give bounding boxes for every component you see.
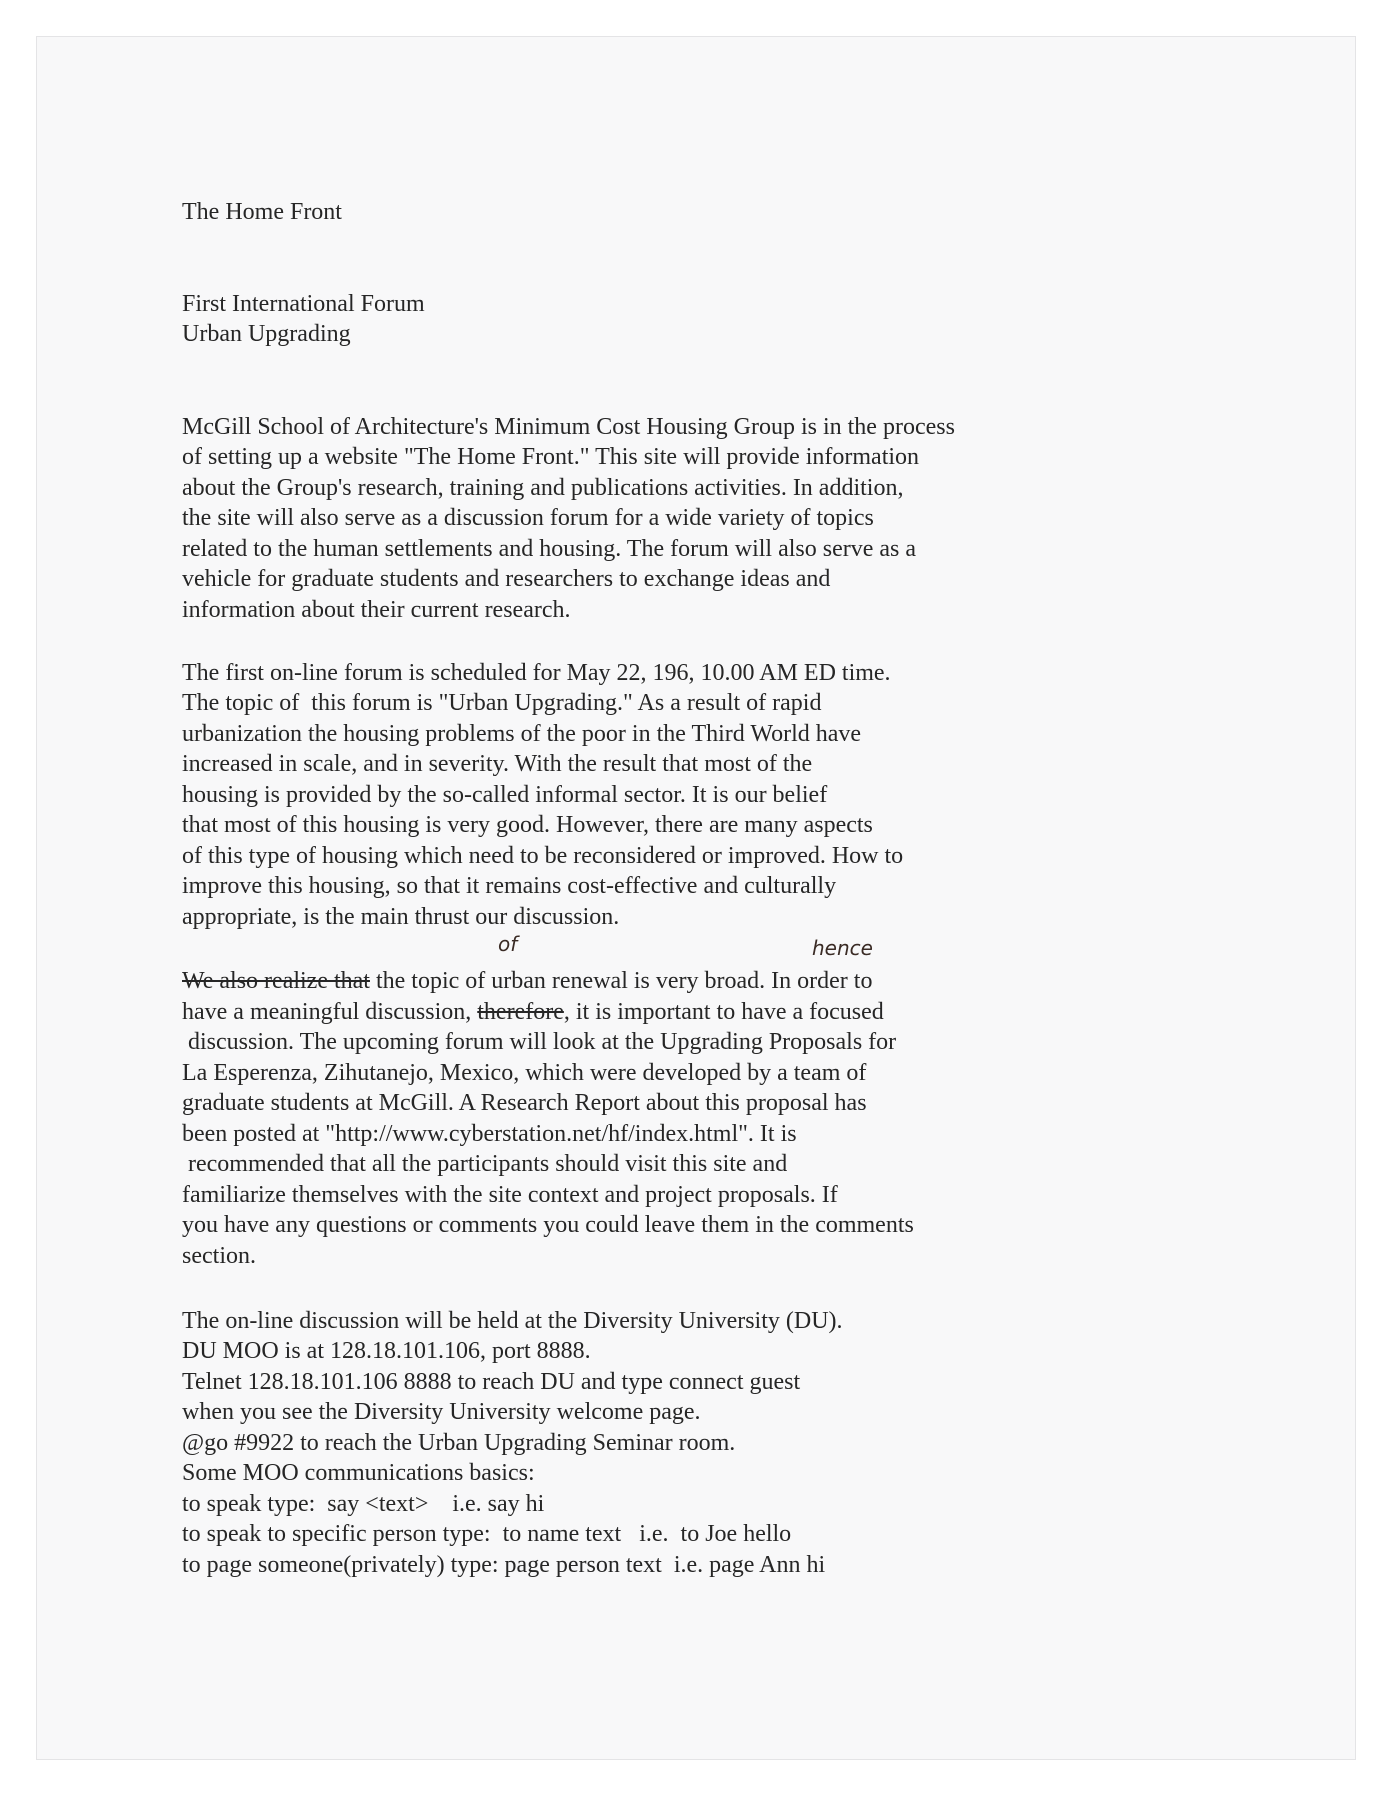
forum-heading: First International Forum — [182, 291, 425, 317]
paragraph-3-line: been posted at "http://www.cyberstation.net/hf/index.html". It is — [182, 1121, 797, 1147]
paragraph-3-line: section. — [182, 1243, 256, 1269]
paragraph-2-line: The topic of this forum is "Urban Upgrading." As a result of rapid — [182, 690, 822, 716]
paragraph-3-line: you have any questions or comments you could leave them in the comments — [182, 1212, 914, 1238]
paragraph-1-line: related to the human settlements and housing. The forum will also serve as a — [182, 536, 917, 562]
paragraph-4-line: @go #9922 to reach the Urban Upgrading Seminar room. — [182, 1430, 736, 1456]
paragraph-2-line: housing is provided by the so-called informal sector. It is our belief — [182, 782, 828, 808]
forum-subheading: Urban Upgrading — [182, 321, 351, 347]
paragraph-4-line: Telnet 128.18.101.106 8888 to reach DU and type connect guest — [182, 1369, 801, 1395]
paragraph-3-line — [182, 966, 872, 997]
paragraph-3-line: familiarize themselves with the site context and project proposals. If — [182, 1182, 838, 1208]
paragraph-2-line: of this type of housing which need to be reconsidered or improved. How to — [182, 843, 904, 869]
paragraph-2-line: improve this housing, so that it remains cost-effective and culturally — [182, 873, 837, 899]
paragraph-3-line: graduate students at McGill. A Research Report about this proposal has — [182, 1090, 867, 1116]
paragraph-2-line: The first on-line forum is scheduled for May 22, 196, 10.00 AM ED time. — [182, 660, 891, 686]
paragraph-3-line — [182, 997, 884, 1028]
paragraph-1-line: about the Group's research, training and publications activities. In addition, — [182, 475, 904, 501]
paragraph-4-line: to page someone(privately) type: page person text i.e. page Ann hi — [182, 1552, 826, 1578]
document-title: The Home Front — [182, 199, 342, 225]
paragraph-1-line: vehicle for graduate students and researchers to exchange ideas and — [182, 566, 831, 592]
handwritten-hence-insertion: hence — [812, 936, 873, 960]
paragraph-2-line: appropriate, is the main thrust our discussion. — [182, 904, 620, 930]
paragraph-1-line: the site will also serve as a discussion forum for a wide variety of topics — [182, 505, 874, 531]
paragraph-3-text: , it is important to have a focused — [563, 999, 884, 1025]
paragraph-4-line: The on-line discussion will be held at the Diversity University (DU). — [182, 1308, 843, 1334]
paragraph-2-line: increased in scale, and in severity. With the result that most of the — [182, 751, 813, 777]
struck-text: therefore — [477, 999, 564, 1025]
paragraph-3-line: discussion. The upcoming forum will look at the Upgrading Proposals for — [182, 1029, 897, 1055]
paragraph-4-line: Some MOO communications basics: — [182, 1460, 535, 1486]
struck-text: We also realize that — [182, 968, 370, 994]
paragraph-4-line: when you see the Diversity University welcome page. — [182, 1399, 701, 1425]
handwritten-of-insertion: of — [498, 932, 518, 956]
paragraph-4-line: DU MOO is at 128.18.101.106, port 8888. — [182, 1338, 591, 1364]
paragraph-2-line: urbanization the housing problems of the poor in the Third World have — [182, 721, 862, 747]
paragraph-3-text: the topic of urban renewal is very broad. In order to — [369, 968, 873, 994]
paragraph-3-line: La Esperenza, Zihutanejo, Mexico, which were developed by a team of — [182, 1060, 867, 1086]
paragraph-1-line: McGill School of Architecture's Minimum Cost Housing Group is in the process — [182, 414, 955, 440]
paragraph-3-text: have a meaningful discussion, — [182, 999, 478, 1025]
paragraph-1-line: of setting up a website "The Home Front." This site will provide information — [182, 444, 920, 470]
paragraph-4-line: to speak to specific person type: to name text i.e. to Joe hello — [182, 1521, 792, 1547]
paragraph-2-line: that most of this housing is very good. However, there are many aspects — [182, 812, 873, 838]
paragraph-3-line: recommended that all the participants should visit this site and — [182, 1151, 788, 1177]
paragraph-4-line: to speak type: say <text> i.e. say hi — [182, 1491, 545, 1517]
paragraph-1-line: information about their current research. — [182, 597, 571, 623]
